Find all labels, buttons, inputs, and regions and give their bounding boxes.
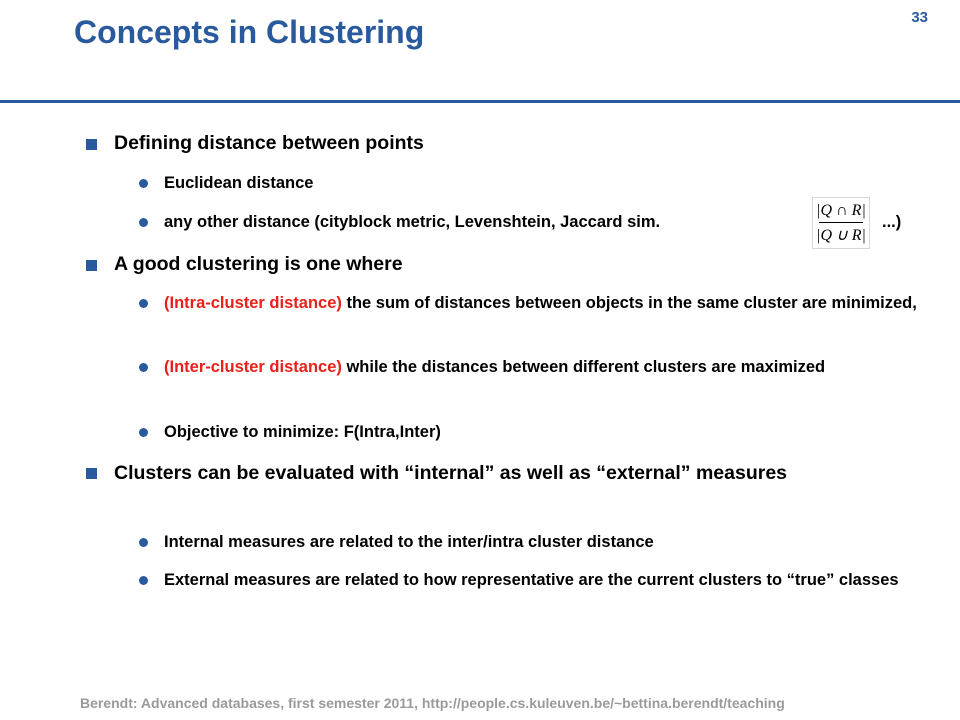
sub-bullet-text: Objective to minimize: F(Intra,Inter) xyxy=(164,423,441,441)
slide-number: 33 xyxy=(911,9,928,26)
sub-bullet-text: the sum of distances between objects in the same cluster are minimized, xyxy=(341,294,917,312)
round-bullet-icon xyxy=(139,576,148,585)
bullet-text: A good clustering is one where xyxy=(114,253,403,275)
formula-denominator: |Q ∪ R| xyxy=(816,227,866,244)
sub-bullet-inter-cluster xyxy=(164,355,924,380)
round-bullet-icon xyxy=(139,538,148,547)
fraction-bar xyxy=(819,222,863,223)
round-bullet-icon xyxy=(139,179,148,188)
bullet-distance-heading xyxy=(114,130,894,157)
sub-bullet-euclidean xyxy=(164,171,924,196)
slide-footer: Berendt: Advanced databases, first semester 2011, http://people.cs.kuleuven.be/~bettina.berendt/teaching xyxy=(80,695,785,711)
bullet-text: Clusters can be evaluated with “internal” as well as “external” measures xyxy=(114,462,788,484)
sub-bullet-external-measures xyxy=(164,568,924,593)
round-bullet-icon xyxy=(139,218,148,227)
square-bullet-icon xyxy=(86,468,97,479)
sub-bullet-text: Euclidean distance xyxy=(164,174,314,192)
bullet-good-clustering-heading xyxy=(114,251,894,278)
highlight-text: (Inter-cluster distance) xyxy=(164,358,342,376)
formula-numerator: |Q ∩ R| xyxy=(816,202,866,219)
title-divider xyxy=(0,100,960,103)
round-bullet-icon xyxy=(139,299,148,308)
round-bullet-icon xyxy=(139,428,148,437)
square-bullet-icon xyxy=(86,260,97,271)
bullet-evaluation-heading xyxy=(114,459,894,488)
highlight-text: (Intra-cluster distance) xyxy=(164,294,342,312)
sub-bullet-intra-cluster xyxy=(164,291,924,316)
sub-bullet-internal-measures xyxy=(164,530,924,555)
bullet-text: Defining distance between points xyxy=(114,132,424,154)
sub-bullet-text: Internal measures are related to the inter/intra cluster distance xyxy=(164,533,654,551)
jaccard-formula xyxy=(812,197,870,249)
sub-bullet-objective xyxy=(164,420,924,445)
sub-bullet-ellipsis: ...) xyxy=(882,213,902,231)
sub-bullet-other-distance xyxy=(164,210,924,235)
round-bullet-icon xyxy=(139,363,148,372)
slide-title: Concepts in Clustering xyxy=(74,14,425,50)
sub-bullet-text: External measures are related to how representative are the current clusters to “true” classes xyxy=(164,571,899,589)
sub-bullet-text: any other distance (cityblock metric, Levenshtein, Jaccard sim. xyxy=(164,213,661,231)
square-bullet-icon xyxy=(86,139,97,150)
sub-bullet-text: while the distances between different clusters are maximized xyxy=(341,358,826,376)
